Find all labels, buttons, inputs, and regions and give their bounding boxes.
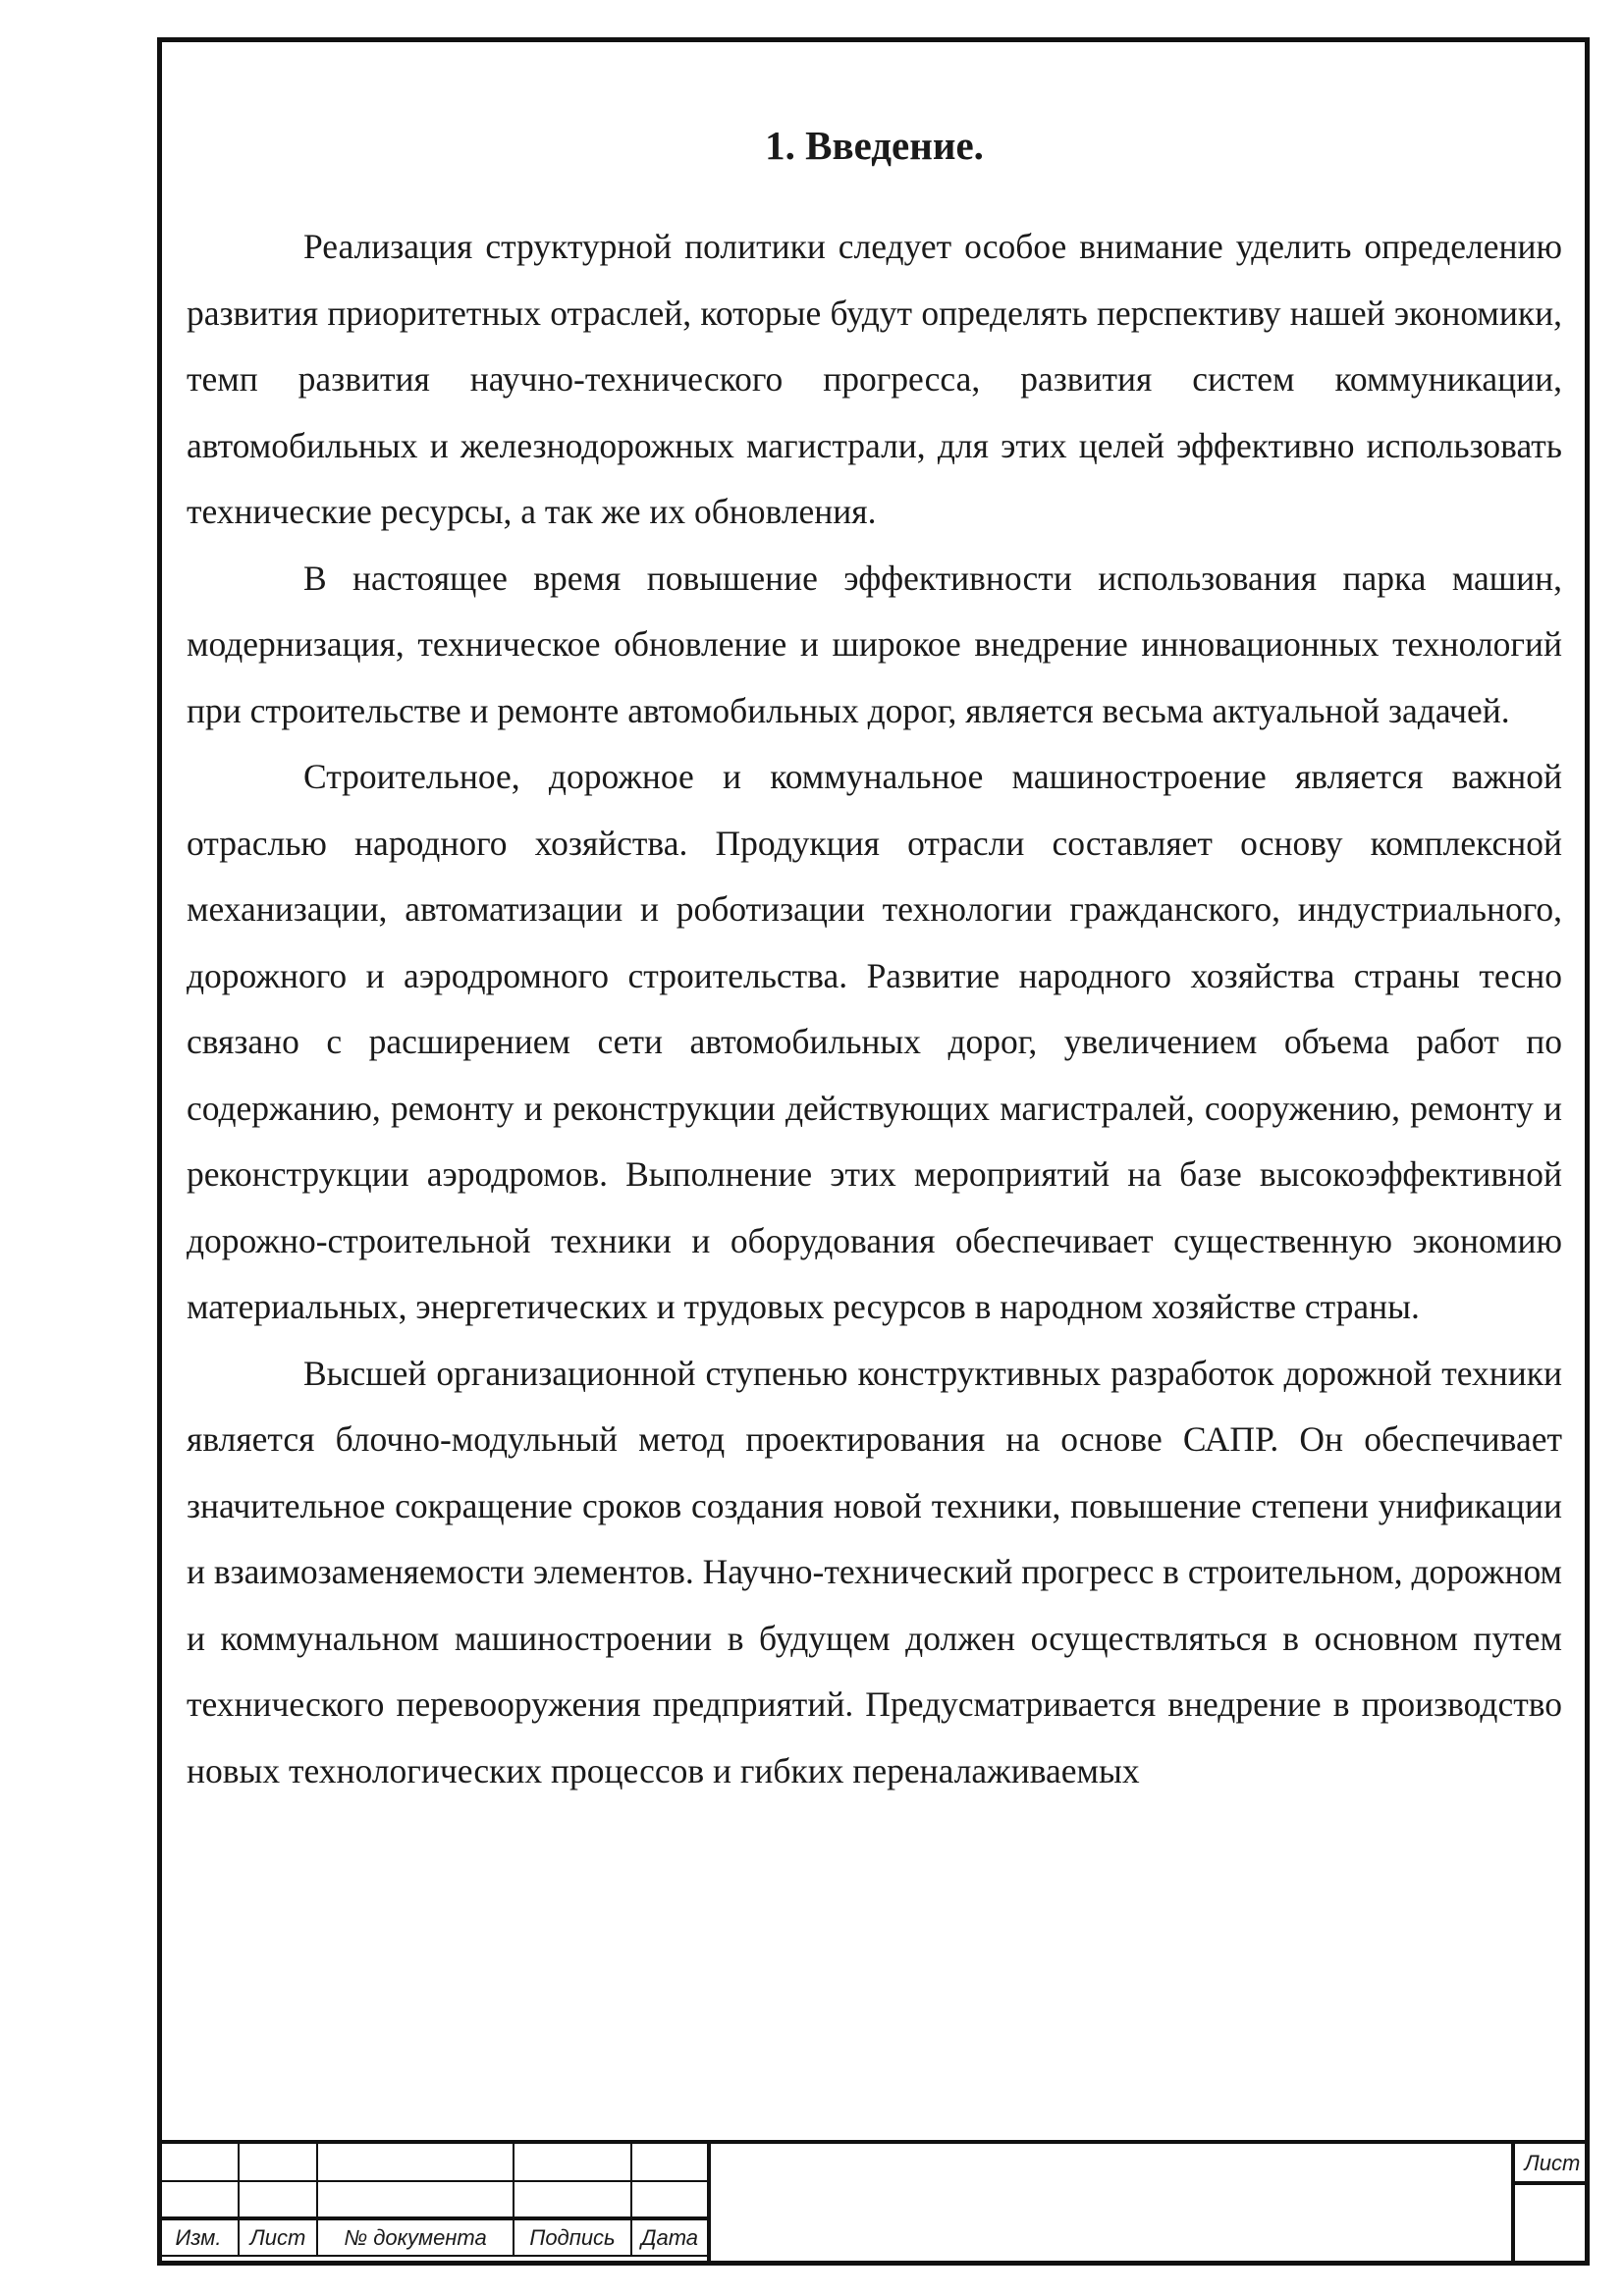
stamp-header-list: Лист <box>239 2218 317 2256</box>
stamp-cell <box>239 2144 317 2181</box>
stamp-cell <box>631 2144 708 2181</box>
paragraph-4: Высшей организационной ступенью конструктивных разработок дорожной техники является блочно-модульный метод проектирования на основе САПР. Он обеспечивает значительное сокращение сроков создания новой техники, повышение степени унификации и взаимозаменяемости элементов. Научно-технический прогресс в строительном, дорожном и коммунальном машиностроении в будущем должен осуществляться в основном путем технического перевооружения предприятий. Предусматривается внедрение в производство новых технологических процессов и гибких переналаживаемых <box>187 1353 1562 1790</box>
stamp-header-date: Дата <box>631 2218 708 2256</box>
stamp-cell <box>514 2181 631 2218</box>
stamp-cell <box>631 2181 708 2218</box>
stamp-cell <box>317 2144 514 2181</box>
stamp-main-field <box>707 2144 1624 2266</box>
revision-table <box>157 2144 709 2257</box>
stamp-header-doc-number: № документа <box>317 2218 514 2256</box>
sheet-number-box <box>1511 2144 1590 2266</box>
stamp-header-izm: Изм. <box>158 2218 239 2256</box>
section-title: 1. Введение. <box>765 123 984 168</box>
stamp-cell <box>514 2144 631 2181</box>
document-body <box>187 116 1562 1804</box>
stamp-cell <box>158 2181 239 2218</box>
stamp-header-signature: Подпись <box>514 2218 631 2256</box>
paragraph-1: Реализация структурной политики следует особое внимание уделить определению развития приоритетных отраслей, которые будут определять перспективу нашей экономики, темп развития научно-технического прогресса, развития систем коммуникации, автомобильных и железнодорожных магистрали, для этих целей эффективно использовать технические ресурсы, а так же их обновления. <box>187 227 1562 531</box>
title-block-stamp <box>157 2140 1590 2266</box>
paragraph-2: В настоящее время повышение эффективности использования парка машин, модернизация, техническое обновление и широкое внедрение инновационных технологий при строительстве и ремонте автомобильных дорог, является весьма актуальной задачей. <box>187 558 1562 730</box>
stamp-cell <box>317 2181 514 2218</box>
sheet-label: Лист <box>1515 2144 1590 2185</box>
stamp-cell <box>239 2181 317 2218</box>
stamp-cell <box>158 2144 239 2181</box>
paragraph-3: Строительное, дорожное и коммунальное машиностроение является важной отраслью народного хозяйства. Продукция отрасли составляет основу комплексной механизации, автоматизации и роботизации технологии гражданского, индустриального, дорожного и аэродромного строительства. Развитие народного хозяйства страны тесно связано с расширением сети автомобильных дорог, увеличением объема работ по содержанию, ремонту и реконструкции действующих магистралей, сооружению, ремонту и реконструкции аэродромов. Выполнение этих мероприятий на базе высокоэффективной дорожно-строительной техники и оборудования обеспечивает существенную экономию материальных, энергетических и трудовых ресурсов в народном хозяйстве страны. <box>187 757 1562 1326</box>
